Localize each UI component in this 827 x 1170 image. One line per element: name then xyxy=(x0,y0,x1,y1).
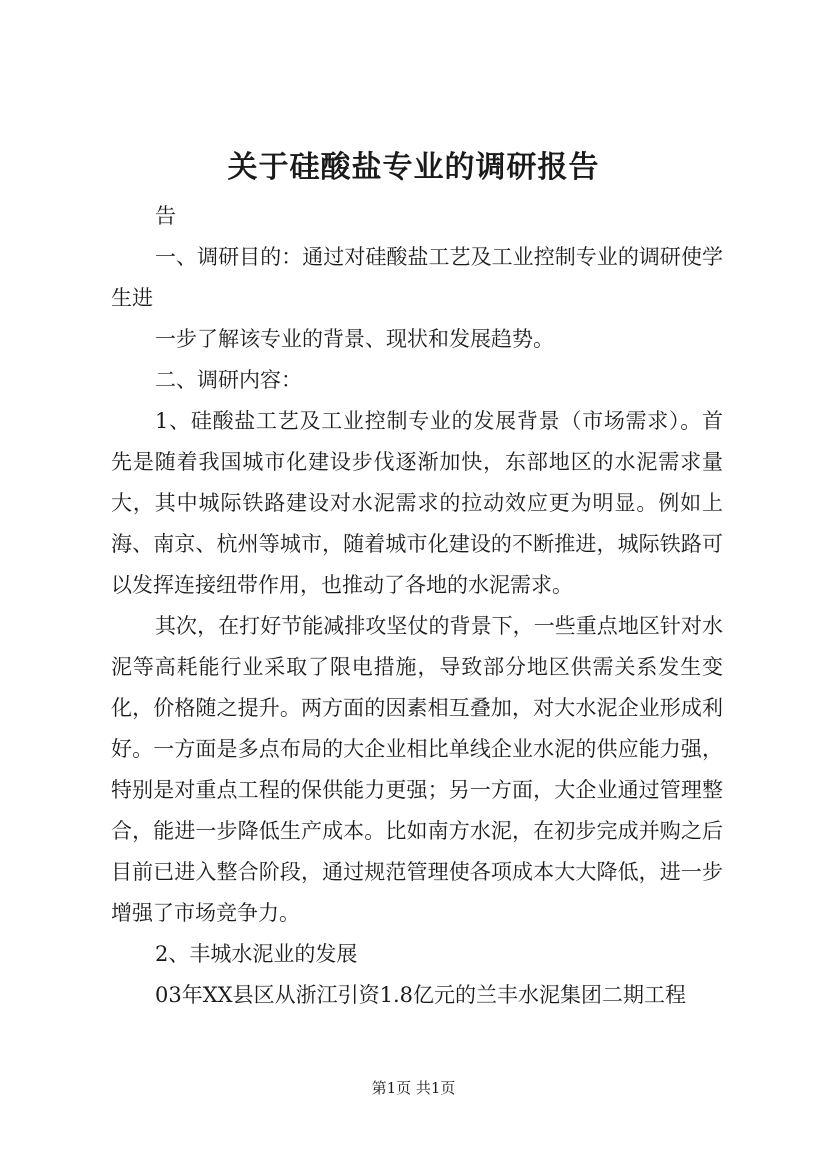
page-number: 第1页 共1页 xyxy=(371,1079,456,1097)
page-footer xyxy=(0,1078,827,1098)
document-body xyxy=(111,196,723,1016)
paragraph: 一步了解该专业的背景、现状和发展趋势。 xyxy=(155,327,554,351)
paragraph: 其次，在打好节能减排攻坚仗的背景下，一些重点地区针对水泥等高耗能行业采取了限电措施，导致部分地区供需关系发生变化，价格随之提升。两方面的因素相互叠加，对大水泥企业形成利好。一方面是多点布局的大企业相比单线企业水泥的供应能力强，特别是对重点工程的保供能力更强；另一方面，大企业通过管理整合，能进一步降低生产成本。比如南方水泥，在初步完成并购之后目前已进入整合阶段，通过规范管理使各项成本大大降低，进一步增强了市场竞争力。 xyxy=(111,614,723,925)
paragraph: 一、调研目的：通过对硅酸盐工艺及工业控制专业的调研使学生进 xyxy=(111,245,723,310)
page-title: 关于硅酸盐专业的调研报告 xyxy=(227,150,600,185)
paragraph: 二、调研内容： xyxy=(155,368,302,392)
paragraph: 告 xyxy=(155,204,176,228)
paragraph: 2、丰城水泥业的发展 xyxy=(155,942,358,966)
paragraph: 1、硅酸盐工艺及工业控制专业的发展背景（市场需求）。首先是随着我国城市化建设步伐逐渐加快，东部地区的水泥需求量大，其中城际铁路建设对水泥需求的拉动效应更为明显。例如上海、南京、杭州等城市，随着城市化建设的不断推进，城际铁路可以发挥连接纽带作用，也推动了各地的水泥需求。 xyxy=(111,409,723,597)
paragraph: 03年XX县区从浙江引资1.8亿元的兰丰水泥集团二期工程 xyxy=(155,983,687,1007)
